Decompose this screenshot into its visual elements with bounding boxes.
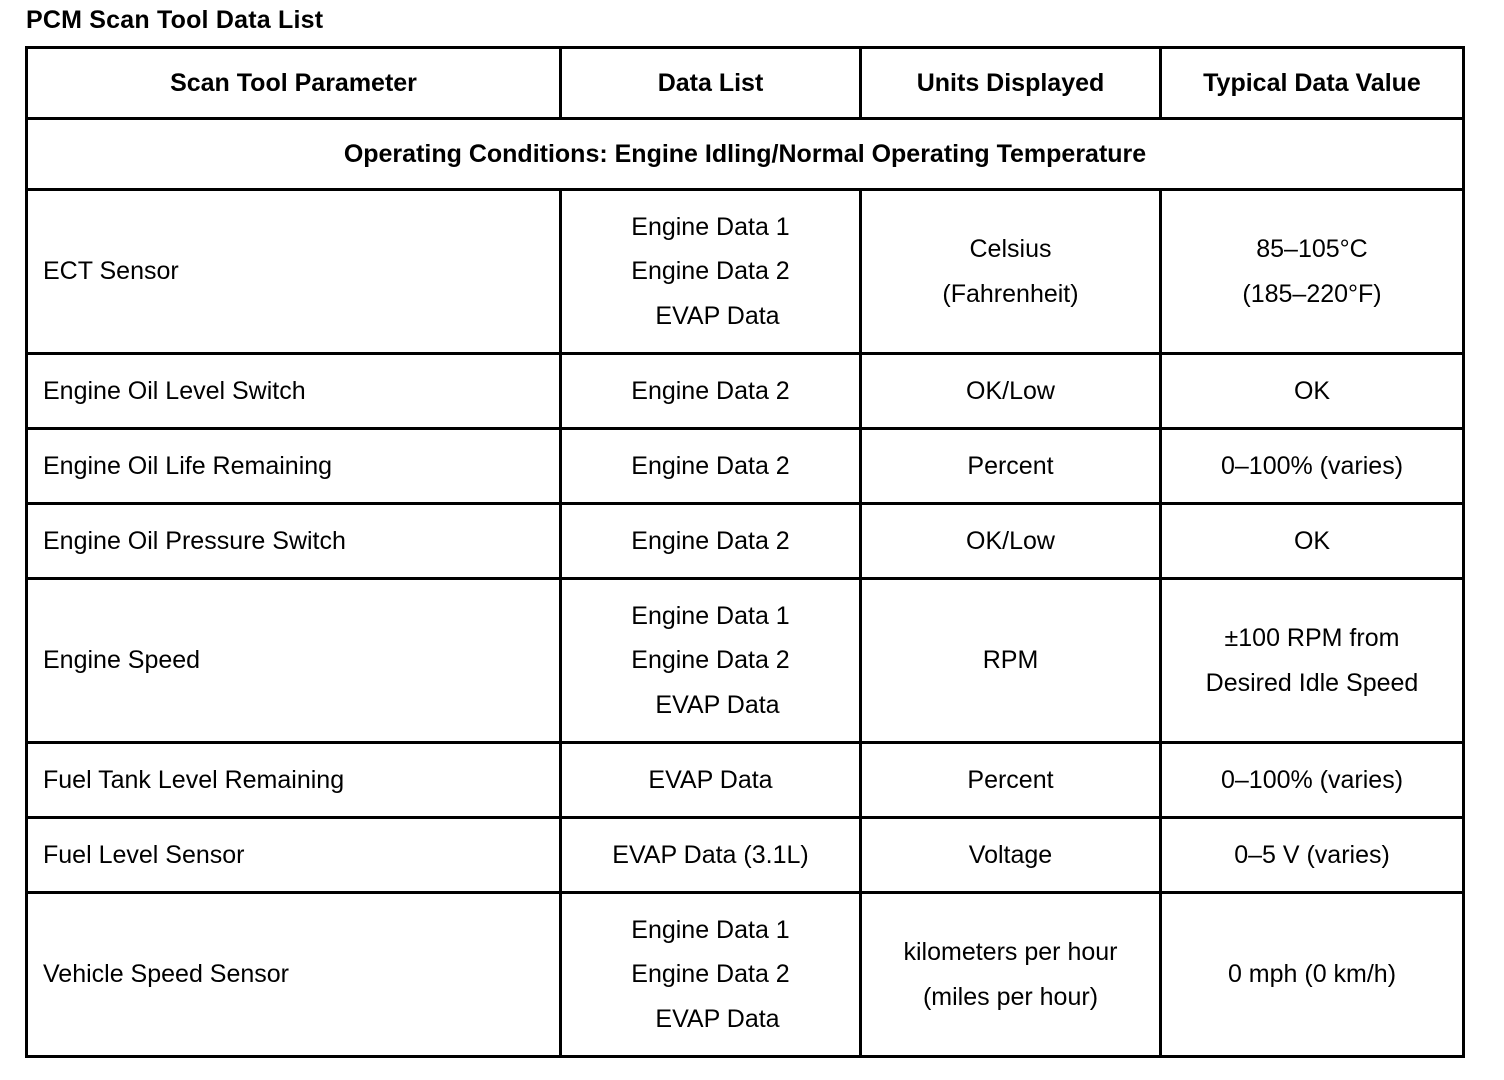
typical-value-cell	[1161, 190, 1464, 354]
parameter-cell: ECT Sensor	[27, 190, 561, 354]
typical-line: ±100 RPM from	[1224, 624, 1400, 652]
data-list-cell: Engine Data 2	[561, 504, 861, 579]
data-list-line: Engine Data 1	[631, 212, 790, 241]
units-cell	[861, 190, 1161, 354]
data-list-cell	[561, 190, 861, 354]
data-list-line: Engine Data 1	[631, 601, 790, 630]
units-line: Celsius	[969, 235, 1052, 263]
data-list-cell	[561, 579, 861, 743]
table-row	[27, 354, 1464, 429]
units-cell: Voltage	[861, 818, 1161, 893]
units-cell: OK/Low	[861, 354, 1161, 429]
parameter-cell: Fuel Level Sensor	[27, 818, 561, 893]
data-list-cell	[561, 893, 861, 1057]
typical-line: (185–220°F)	[1242, 279, 1382, 308]
typical-line: Desired Idle Speed	[1205, 668, 1419, 697]
table-row	[27, 818, 1464, 893]
units-line: (Fahrenheit)	[942, 279, 1079, 308]
table-row	[27, 893, 1464, 1057]
typical-line: 85–105°C	[1256, 235, 1368, 263]
table-row	[27, 504, 1464, 579]
typical-value-cell: 0–5 V (varies)	[1161, 818, 1464, 893]
data-list-cell: Engine Data 2	[561, 354, 861, 429]
typical-value-cell	[1161, 579, 1464, 743]
units-cell: Percent	[861, 429, 1161, 504]
document-title: PCM Scan Tool Data List	[26, 6, 324, 34]
units-cell	[861, 893, 1161, 1057]
table-row	[27, 190, 1464, 354]
data-list-line: Engine Data 2	[631, 960, 790, 989]
units-cell: Percent	[861, 743, 1161, 818]
data-list-cell: EVAP Data	[561, 743, 861, 818]
scan-tool-data-table	[25, 46, 1465, 1058]
typical-value-cell: OK	[1161, 504, 1464, 579]
typical-value-cell: 0–100% (varies)	[1161, 743, 1464, 818]
typical-value-cell: 0–100% (varies)	[1161, 429, 1464, 504]
data-list-cell: Engine Data 2	[561, 429, 861, 504]
table-row	[27, 429, 1464, 504]
data-list-line: EVAP Data	[655, 301, 780, 330]
header-row	[27, 48, 1464, 119]
header-data-list: Data List	[561, 48, 861, 119]
units-line: kilometers per hour	[903, 938, 1118, 966]
header-units-displayed: Units Displayed	[861, 48, 1161, 119]
header-scan-tool-parameter: Scan Tool Parameter	[27, 48, 561, 119]
data-list-line: EVAP Data	[655, 1004, 780, 1033]
header-typical-data-value: Typical Data Value	[1161, 48, 1464, 119]
typical-value-cell: 0 mph (0 km/h)	[1161, 893, 1464, 1057]
parameter-cell: Engine Speed	[27, 579, 561, 743]
parameter-cell: Vehicle Speed Sensor	[27, 893, 561, 1057]
units-cell: RPM	[861, 579, 1161, 743]
parameter-cell: Engine Oil Level Switch	[27, 354, 561, 429]
typical-value-cell: OK	[1161, 354, 1464, 429]
data-list-line: Engine Data 2	[631, 646, 790, 675]
data-list-line: Engine Data 1	[631, 915, 790, 944]
units-cell: OK/Low	[861, 504, 1161, 579]
data-list-cell: EVAP Data (3.1L)	[561, 818, 861, 893]
data-list-line: EVAP Data	[655, 690, 780, 719]
table-row	[27, 579, 1464, 743]
parameter-cell: Fuel Tank Level Remaining	[27, 743, 561, 818]
table-row	[27, 743, 1464, 818]
section-row	[27, 119, 1464, 190]
parameter-cell: Engine Oil Life Remaining	[27, 429, 561, 504]
parameter-cell: Engine Oil Pressure Switch	[27, 504, 561, 579]
data-list-line: Engine Data 2	[631, 257, 790, 286]
units-line: (miles per hour)	[922, 982, 1099, 1011]
section-operating-conditions: Operating Conditions: Engine Idling/Normal Operating Temperature	[27, 119, 1464, 190]
